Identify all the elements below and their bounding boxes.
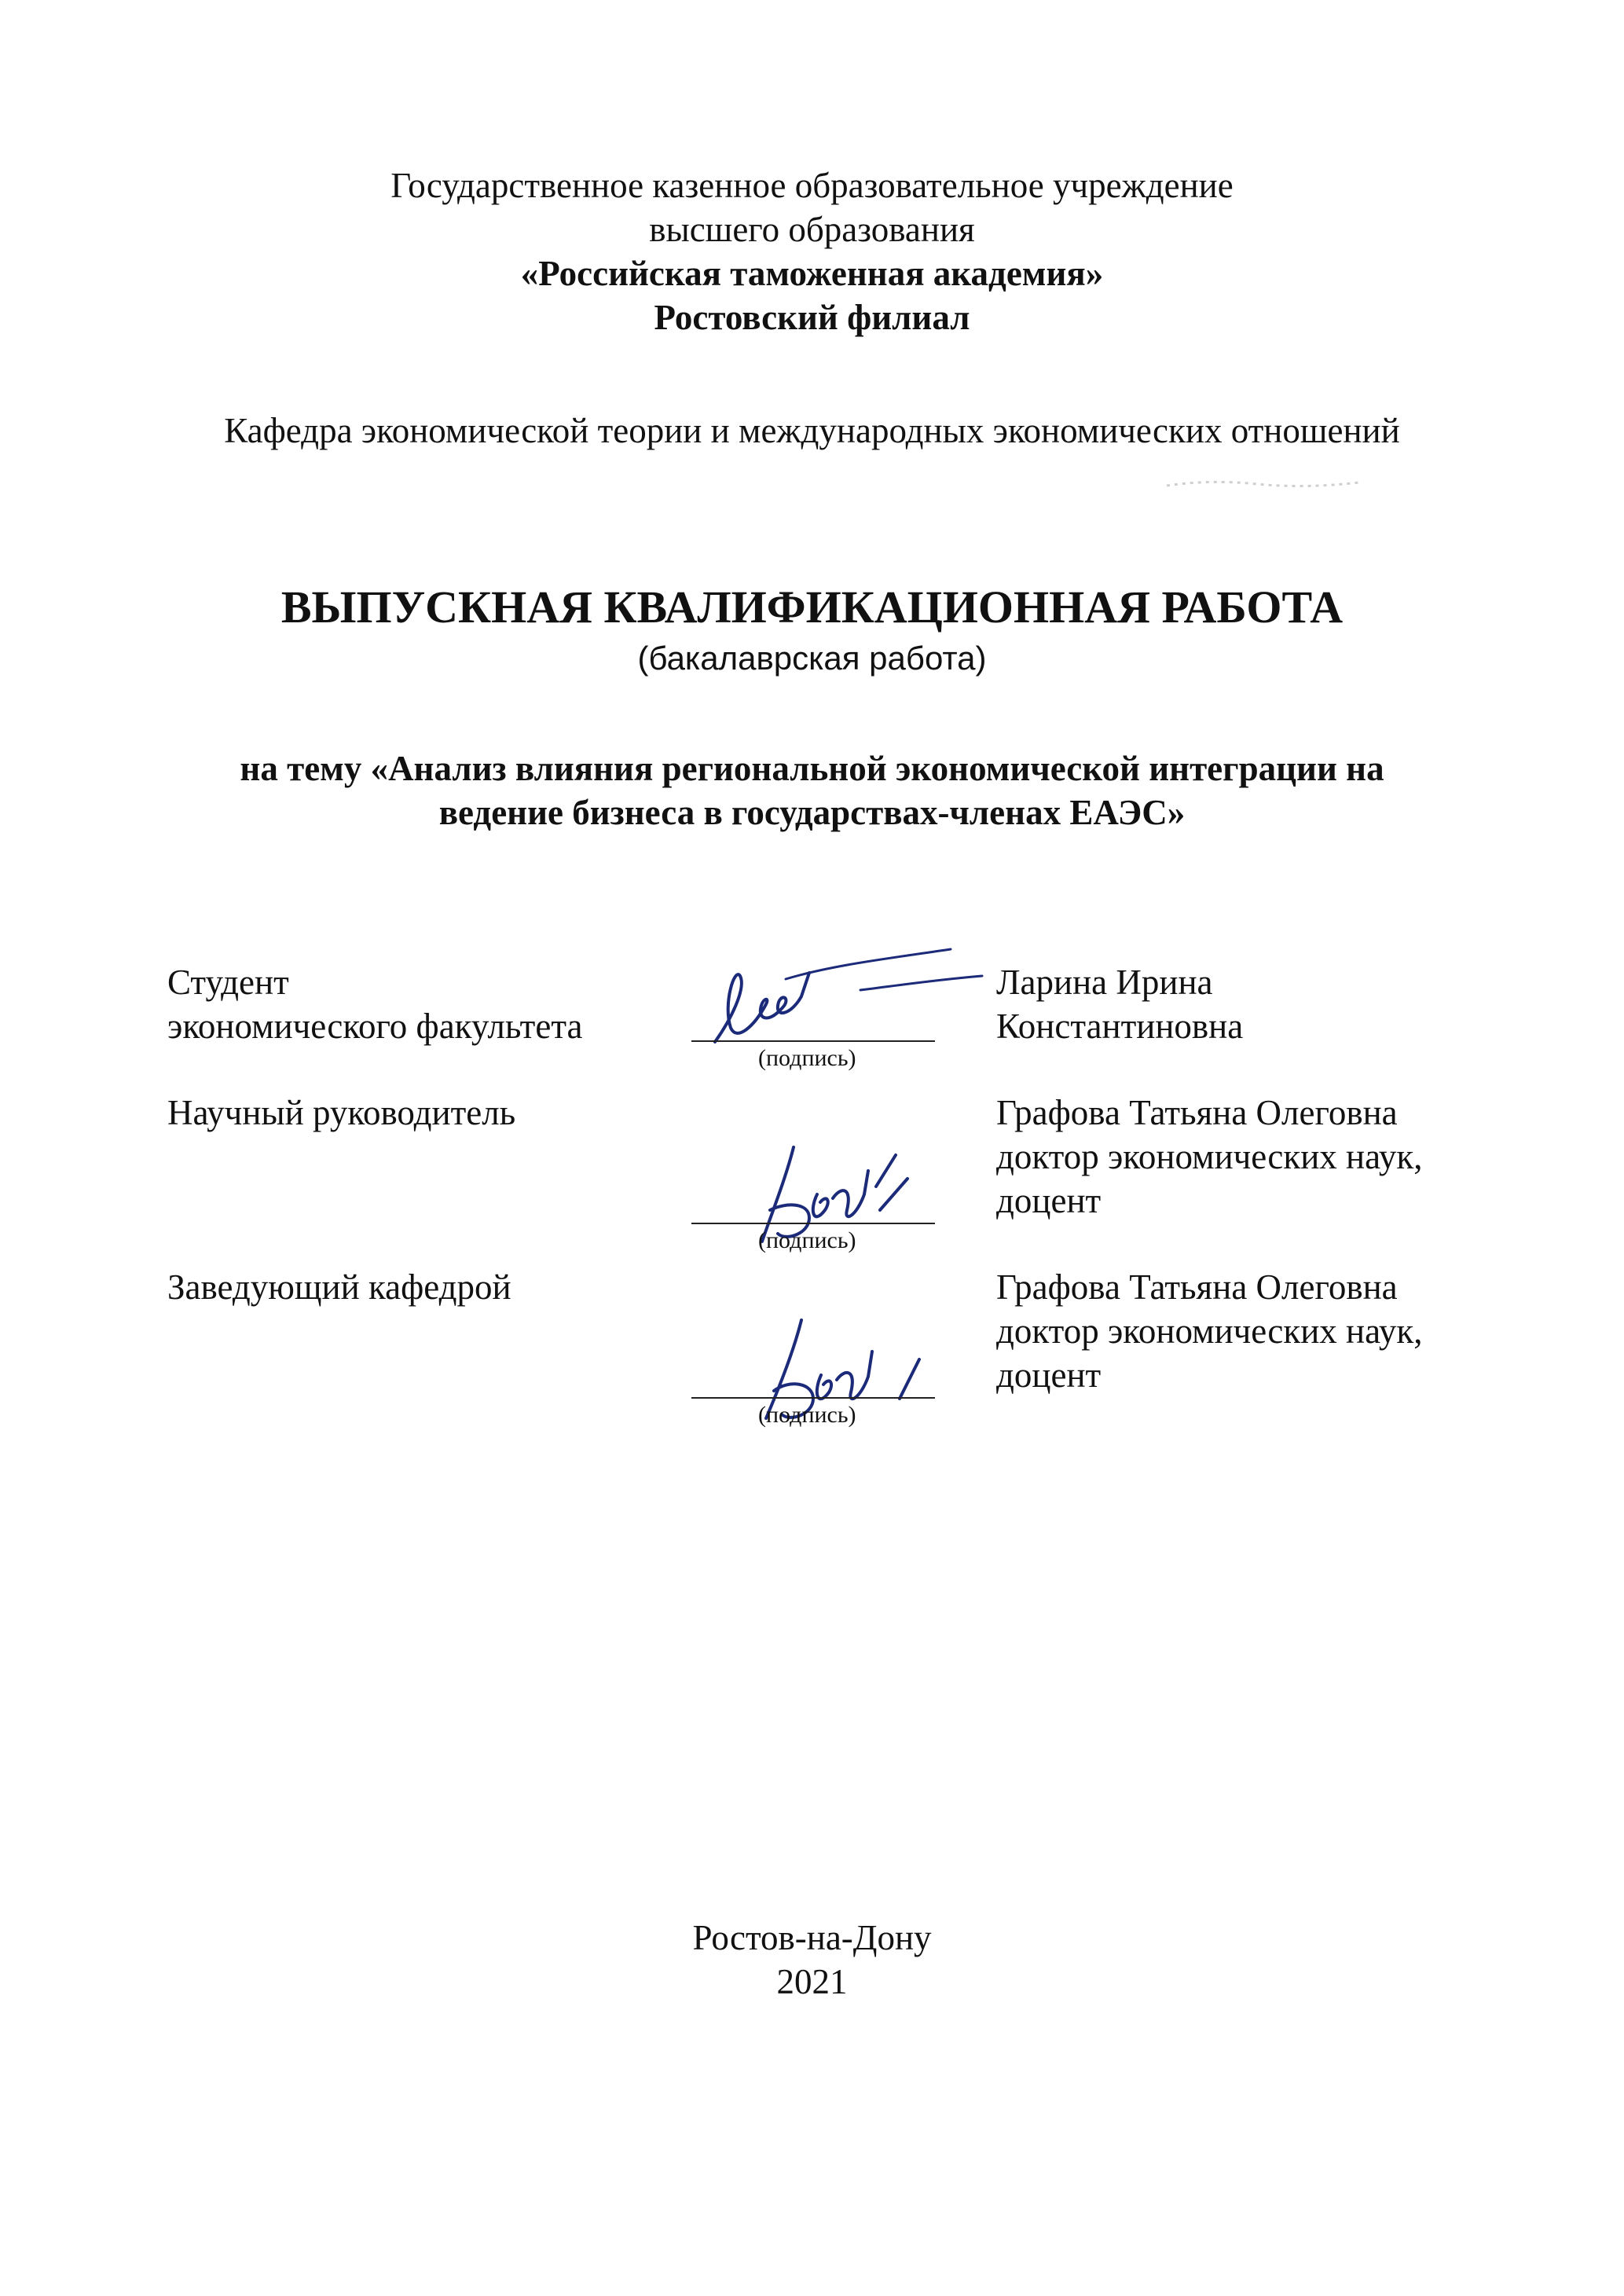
institution-branch: Ростовский филиал xyxy=(654,298,970,337)
head-name: Графова Татьяна Олеговна xyxy=(996,1267,1398,1307)
supervisor-title: доцент xyxy=(996,1181,1102,1220)
student-name-line-1: Ларина Ирина xyxy=(996,963,1213,1002)
supervisor-role: Научный руководитель xyxy=(167,1093,516,1132)
work-topic-line-2: ведение бизнеса в государствах-членах ЕАЭС» xyxy=(438,793,1186,832)
supervisor-signature-line xyxy=(691,1223,935,1224)
head-signature-line xyxy=(691,1397,935,1399)
scan-smudge xyxy=(1163,471,1367,495)
supervisor-name: Графова Татьяна Олеговна xyxy=(996,1093,1398,1132)
footer-city: Ростов-на-Дону xyxy=(692,1918,932,1957)
institution-line-2: высшего образования xyxy=(649,210,975,249)
department: Кафедра экономической теории и международных экономических отношений xyxy=(224,411,1400,450)
head-degree: доктор экономических наук, xyxy=(996,1311,1423,1351)
student-role-line-1: Студент xyxy=(167,963,289,1002)
head-role: Заведующий кафедрой xyxy=(167,1267,511,1307)
institution-line-1: Государственное казенное образовательное учреждение xyxy=(390,166,1234,205)
student-role-line-2: экономического факультета xyxy=(167,1007,583,1046)
head-signature-caption: (подпись) xyxy=(758,1402,856,1428)
work-topic-line-1: на тему «Анализ влияния региональной экономической интеграции на xyxy=(240,749,1384,788)
supervisor-degree: доктор экономических наук, xyxy=(996,1137,1423,1176)
work-title: ВЫПУСКНАЯ КВАЛИФИКАЦИОННАЯ РАБОТА xyxy=(280,581,1344,633)
head-title: доцент xyxy=(996,1355,1102,1395)
footer-year: 2021 xyxy=(776,1962,848,2001)
work-subtitle: (бакалаврская работа) xyxy=(637,640,987,677)
supervisor-signature-caption: (подпись) xyxy=(758,1227,856,1253)
student-signature-caption: (подпись) xyxy=(758,1045,856,1071)
student-name-line-2: Константиновна xyxy=(996,1007,1244,1046)
student-signature-line xyxy=(691,1040,935,1042)
institution-name: «Российская таможенная академия» xyxy=(520,254,1104,293)
